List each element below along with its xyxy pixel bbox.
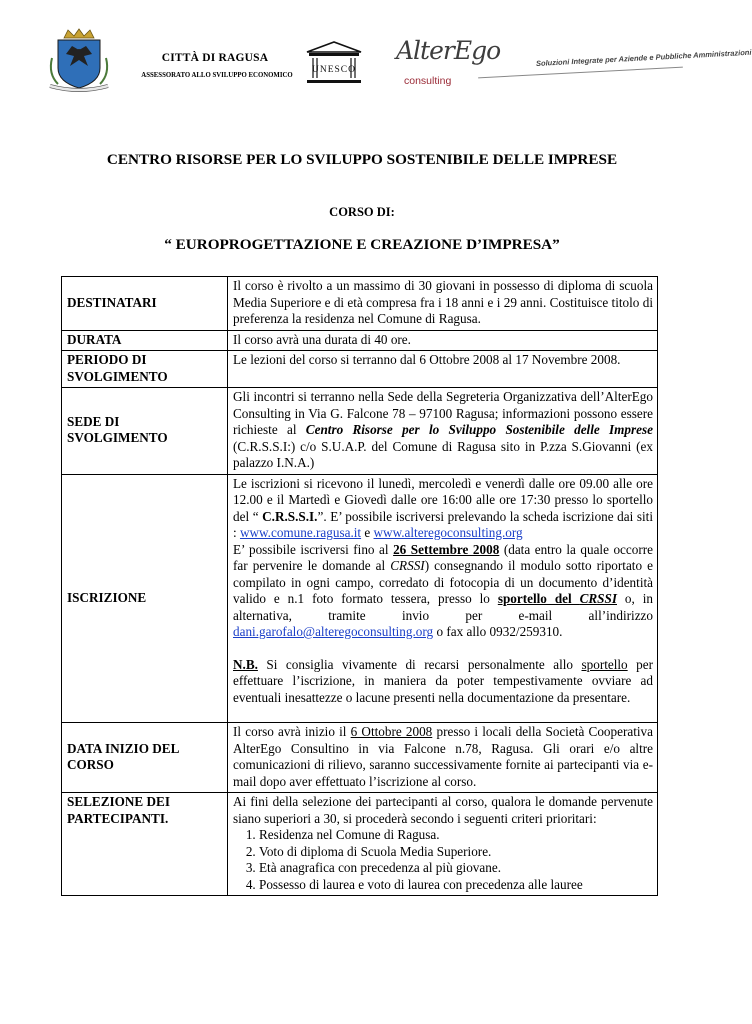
criteria-list: [233, 827, 653, 893]
list-item: 2. Voto di diploma di Scuola Media Superiore.: [259, 844, 653, 861]
sede-label: SEDE DI SVOLGIMENTO: [62, 388, 228, 475]
inizio-label: DATA INIZIO DEL CORSO: [62, 723, 228, 793]
list-item: 4. Possesso di laurea e voto di laurea con precedenza alle lauree: [259, 877, 653, 894]
periodo-text: Le lezioni del corso si terranno dal 6 Ottobre 2008 al 17 Novembre 2008.: [228, 351, 658, 388]
list-item: 1. Residenza nel Comune di Ragusa.: [259, 827, 653, 844]
durata-label: DURATA: [62, 330, 228, 351]
row-durata: [62, 330, 658, 351]
course-label: CORSO DI:: [329, 205, 395, 219]
list-item: 3. Età anagrafica con precedenza al più giovane.: [259, 860, 653, 877]
unesco-text: UNESCO: [311, 65, 357, 75]
iscrizione-note: N.B. Si consiglia vivamente di recarsi personalmente allo sportello per effettuare l’iscrizione, in maniera da poter tempestivamente ovviare ad eventuali inesattezze o lacune presenti nella documentazione da presentare.: [233, 656, 653, 705]
city-subtitle: ASSESSORATO ALLO SVILUPPO ECONOMICO: [141, 72, 293, 79]
letterhead: [0, 0, 752, 110]
row-destinatari: [62, 277, 658, 331]
course-title: “ EUROPROGETTAZIONE E CREAZIONE D’IMPRESA”: [164, 236, 560, 253]
selezione-label: SELEZIONE DEI PARTECIPANTI.: [62, 793, 228, 896]
destinatari-text: Il corso è rivolto a un massimo di 30 giovani in possesso di diploma di scuola Media Superiore e di età compresa fra i 18 anni e i 29 anni. Costituisce titolo di preferenza la residenza nel Comune di Ragusa.: [228, 277, 658, 331]
row-inizio: [62, 723, 658, 793]
iscrizione-text: [228, 474, 658, 723]
deadline-date: 26 Settembre 2008: [393, 541, 500, 557]
alterego-tagline: Soluzioni Integrate per Aziende e Pubbliche Amministrazioni: [535, 47, 752, 68]
periodo-label: PERIODO DI SVOLGIMENTO: [62, 351, 228, 388]
inizio-text: Il corso avrà inizio il 6 Ottobre 2008 presso i locali della Società Cooperativa AlterEgo Consultino in via Falcone n.78, Ragusa. Gli orari e/o altre comunicazioni di rilievo, saranno successivamente fornite ai partecipanti via e-mail dopo aver effettuato l’iscrizione al corso.: [228, 723, 658, 793]
course-info-table: [61, 276, 658, 896]
email-link[interactable]: dani.garofalo@alteregoconsulting.org: [233, 624, 434, 639]
iscrizione-label: ISCRIZIONE: [62, 474, 228, 723]
row-periodo: [62, 351, 658, 388]
unesco-logo-icon: [303, 40, 365, 86]
alterego-logo: [396, 36, 501, 94]
iscrizione-paragraph-2: E’ possibile iscriversi fino al 26 Settembre 2008 (data entro la quale occorre far pervenire le domande al CRSSI) consegnando il modulo sotto riportato e compilato in ogni campo, corredato di fotocopia di un documento d’identità valido e n.1 foto formato tessera, presso lo sportello del CRSSI o, in alternativa, tramite invio per e-mail all’indirizzo dani.garofalo@alteregoconsulting.org o fax allo 0932/259310.: [233, 541, 653, 639]
alterego-sub: consulting: [404, 75, 452, 87]
iscrizione-paragraph-1: Le iscrizioni si ricevono il lunedì, mercoledì e venerdì dalle ore 09.00 alle ore 12.00 e il Martedì e Giovedì dalle ore 16:00 alle ore 17:30 presso lo sportello del “ C.R.S.S.I.”. E’ possibile iscriversi prelevando la scheda iscrizione dai siti : www.comune.ragusa.it e www.alteregoconsulting.org: [233, 475, 653, 540]
row-iscrizione: [62, 474, 658, 723]
row-selezione: [62, 793, 658, 896]
comune-ragusa-link[interactable]: www.comune.ragusa.it: [239, 525, 362, 540]
row-sede: [62, 388, 658, 475]
destinatari-label: DESTINATARI: [62, 277, 228, 331]
tagline-rule: [478, 67, 683, 79]
city-title: CITTÀ DI RAGUSA: [161, 52, 269, 64]
selezione-intro: Ai fini della selezione dei partecipanti al corso, qualora le domande pervenute siano superiori a 30, si procederà secondo i seguenti criteri prioritari:: [233, 794, 653, 826]
sede-text: Gli incontri si terranno nella Sede della Segreteria Organizzativa dell’AlterEgo Consulting in Via G. Falcone 78 – 97100 Ragusa; informazioni possono essere richieste al Centro Risorse per lo Sviluppo Sostenibile delle Imprese (C.R.S.S.I:) c/o S.U.A.P. del Comune di Ragusa sito in P.zza S.Giovanni (ex palazzo I.N.A.): [228, 388, 658, 475]
selezione-text: [228, 793, 658, 896]
document-title: CENTRO RISORSE PER LO SVILUPPO SOSTENIBILE DELLE IMPRESE: [106, 151, 618, 168]
durata-text: Il corso avrà una durata di 40 ore.: [228, 330, 658, 351]
ragusa-coat-of-arms-icon: [44, 28, 114, 94]
alterego-site-link[interactable]: www.alteregoconsulting.org: [373, 525, 523, 540]
alterego-name: AlterEgo: [396, 36, 501, 65]
